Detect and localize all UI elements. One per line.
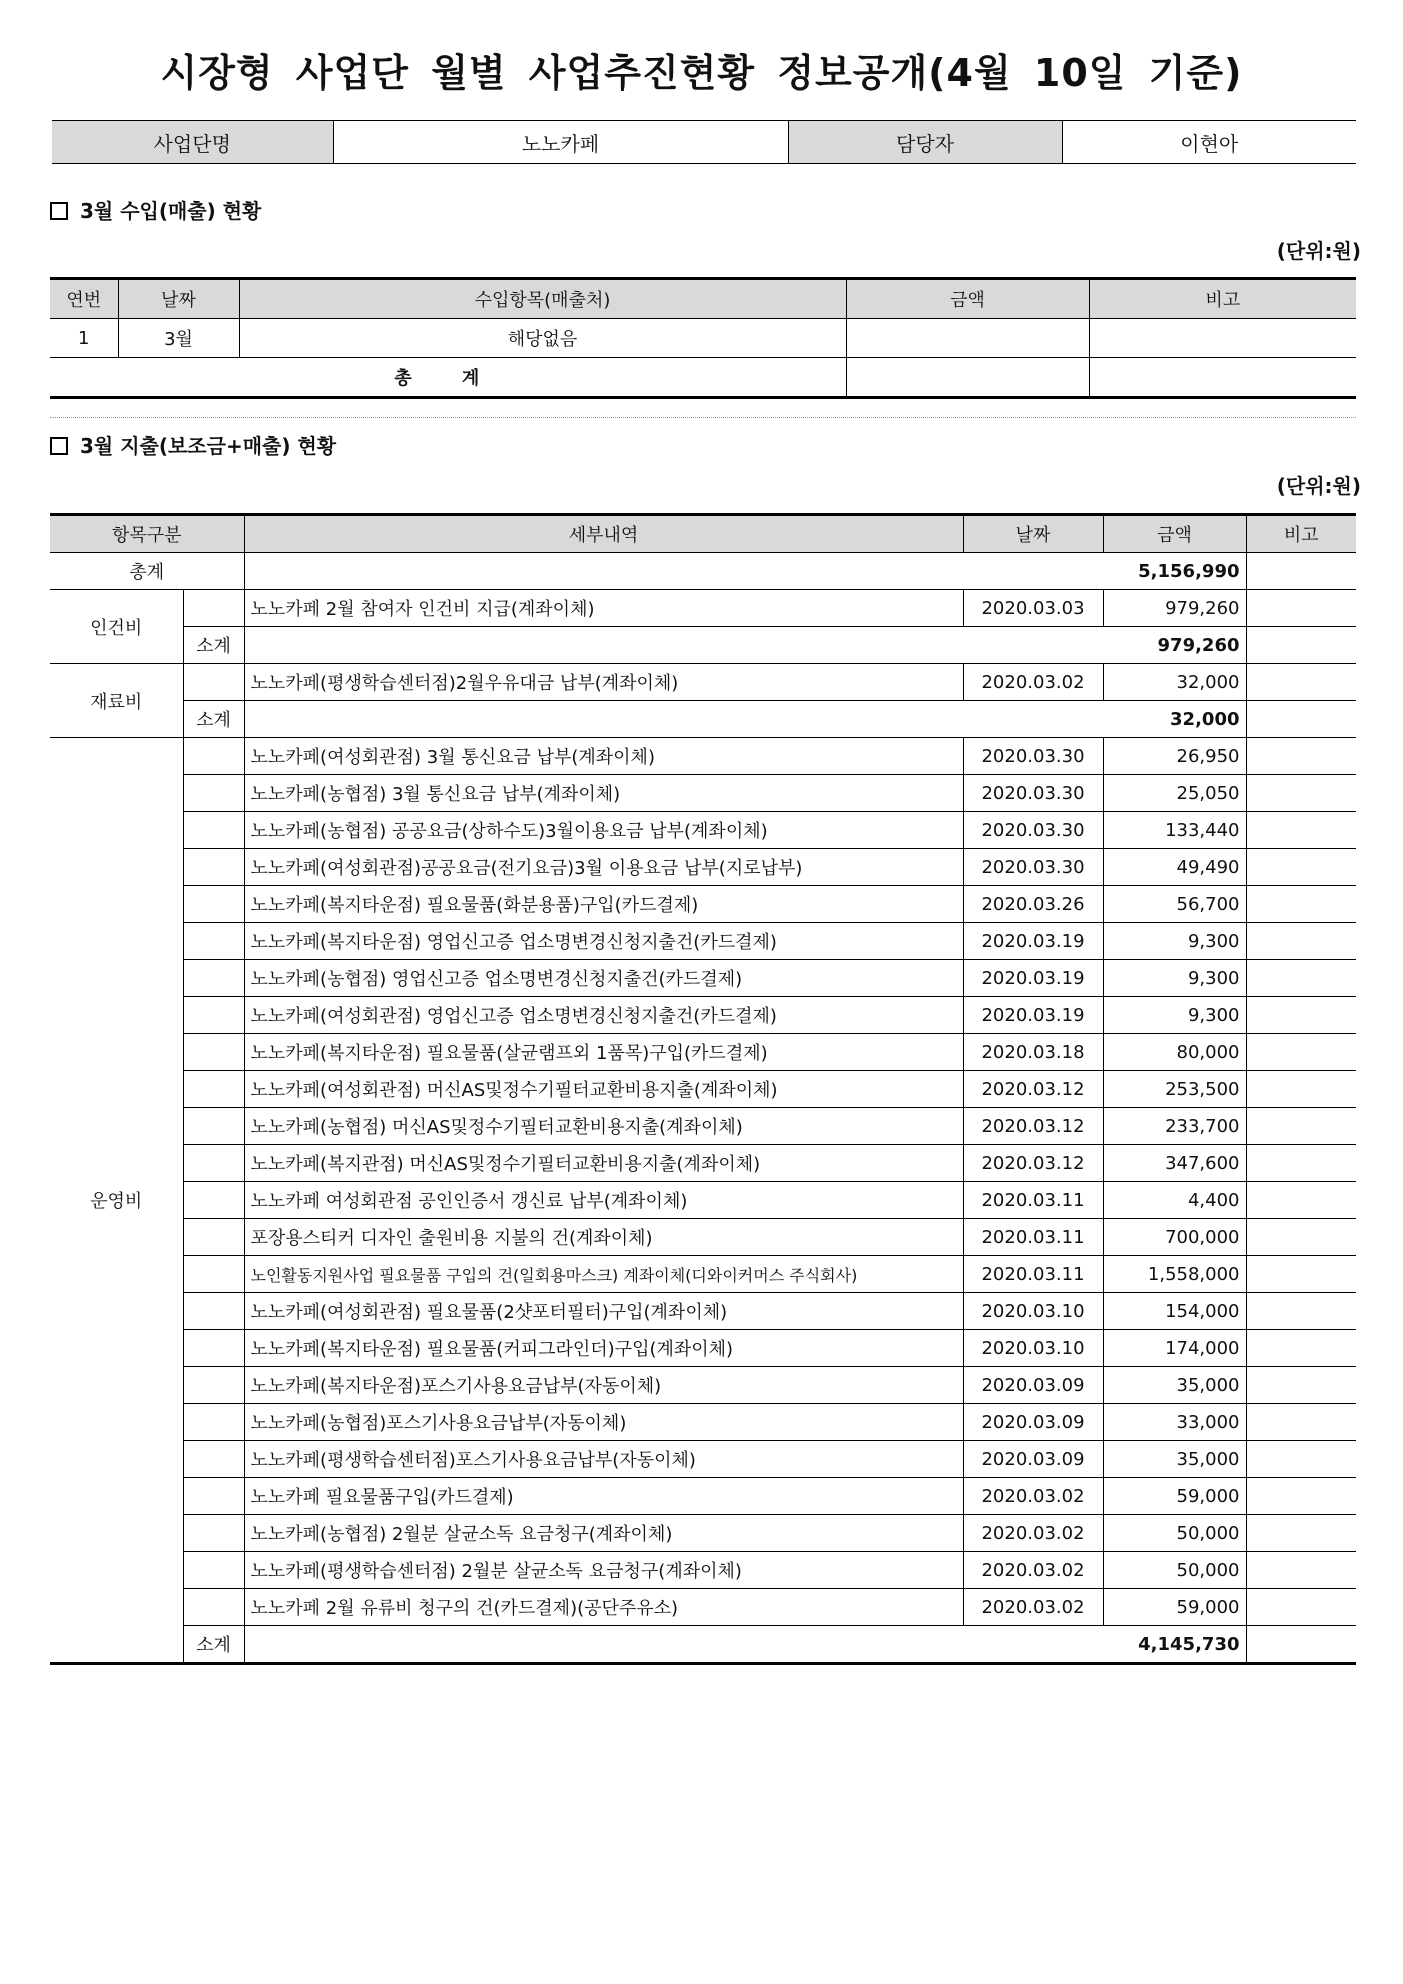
expense-note (1246, 738, 1356, 775)
expense-subcategory-blank (183, 997, 244, 1034)
expense-note (1246, 812, 1356, 849)
expense-amount: 33,000 (1103, 1404, 1246, 1441)
expense-subcategory-blank (183, 1293, 244, 1330)
expense-date: 2020.03.03 (963, 590, 1103, 627)
expense-desc: 노노카페(평생학습센터점)포스기사용요금납부(자동이체) (244, 1441, 963, 1478)
expense-desc: 노노카페(복지관점) 머신AS및정수기필터교환비용지출(계좌이체) (244, 1145, 963, 1182)
income-total-amount (846, 358, 1089, 398)
income-unit: (단위:원) (1276, 239, 1361, 263)
expense-date: 2020.03.09 (963, 1367, 1103, 1404)
expense-desc: 노노카페 필요물품구입(카드결제) (244, 1478, 963, 1515)
expense-subcategory-blank (183, 960, 244, 997)
expense-amount: 26,950 (1103, 738, 1246, 775)
expense-date: 2020.03.09 (963, 1404, 1103, 1441)
expense-amount: 133,440 (1103, 812, 1246, 849)
table-row (50, 1478, 1356, 1515)
expense-note (1246, 1219, 1356, 1256)
expense-desc: 노노카페(복지타운점) 필요물품(화분용품)구입(카드결제) (244, 886, 963, 923)
expense-desc: 노노카페(평생학습센터점)2월우유대금 납부(계좌이체) (244, 664, 963, 701)
expense-subtotal-row (50, 701, 1356, 738)
table-row (50, 738, 1356, 775)
expense-date: 2020.03.19 (963, 960, 1103, 997)
expense-amount: 154,000 (1103, 1293, 1246, 1330)
expense-col-note: 비고 (1246, 515, 1356, 553)
grand-total-label: 총계 (50, 553, 244, 590)
expense-amount: 9,300 (1103, 960, 1246, 997)
table-row (50, 1145, 1356, 1182)
expense-date: 2020.03.30 (963, 738, 1103, 775)
expense-header-row (50, 515, 1356, 553)
expense-subcategory-blank (183, 1589, 244, 1626)
income-header-row (50, 279, 1356, 319)
expense-table (50, 513, 1356, 1665)
expense-desc: 노노카페(농협점) 머신AS및정수기필터교환비용지출(계좌이체) (244, 1108, 963, 1145)
expense-amount: 174,000 (1103, 1330, 1246, 1367)
expense-date: 2020.03.26 (963, 886, 1103, 923)
income-item: 해당없음 (239, 319, 846, 358)
expense-desc: 노노카페(농협점) 공공요금(상하수도)3월이용요금 납부(계좌이체) (244, 812, 963, 849)
table-row (50, 1071, 1356, 1108)
table-row (50, 960, 1356, 997)
expense-amount: 9,300 (1103, 923, 1246, 960)
expense-amount: 25,050 (1103, 775, 1246, 812)
expense-note (1246, 775, 1356, 812)
subtotal-amount: 979,260 (244, 627, 1246, 664)
table-row (50, 1256, 1356, 1293)
income-table (50, 277, 1356, 399)
expense-subcategory-blank (183, 1515, 244, 1552)
expense-heading-text: 3월 지출(보조금+매출) 현황 (80, 434, 337, 458)
expense-note (1246, 1515, 1356, 1552)
expense-note (1246, 590, 1356, 627)
income-col-amount: 금액 (846, 279, 1089, 319)
expense-desc: 노노카페(복지타운점) 필요물품(살균램프외 1품목)구입(카드결제) (244, 1034, 963, 1071)
expense-note (1246, 664, 1356, 701)
expense-note (1246, 997, 1356, 1034)
expense-date: 2020.03.30 (963, 849, 1103, 886)
expense-subcategory-blank (183, 1145, 244, 1182)
checkbox-square-icon (50, 437, 68, 455)
expense-amount: 347,600 (1103, 1145, 1246, 1182)
expense-subcategory-blank (183, 1182, 244, 1219)
grand-total-note (1246, 553, 1356, 590)
expense-amount: 35,000 (1103, 1441, 1246, 1478)
expense-amount: 35,000 (1103, 1367, 1246, 1404)
subtotal-note (1246, 627, 1356, 664)
expense-subcategory-blank (183, 1441, 244, 1478)
subtotal-label: 소계 (183, 1626, 244, 1664)
expense-date: 2020.03.10 (963, 1293, 1103, 1330)
expense-subcategory-blank (183, 849, 244, 886)
expense-note (1246, 1404, 1356, 1441)
expense-desc: 포장용스티커 디자인 출원비용 지불의 건(계좌이체) (244, 1219, 963, 1256)
expense-desc: 노노카페 2월 유류비 청구의 건(카드결제)(공단주유소) (244, 1589, 963, 1626)
expense-subcategory-blank (183, 664, 244, 701)
income-date: 3월 (118, 319, 239, 358)
expense-note (1246, 1071, 1356, 1108)
income-no: 1 (50, 319, 118, 358)
expense-subcategory-blank (183, 1108, 244, 1145)
expense-date: 2020.03.12 (963, 1108, 1103, 1145)
expense-date: 2020.03.02 (963, 1515, 1103, 1552)
income-heading-text: 3월 수입(매출) 현황 (80, 199, 262, 223)
expense-desc: 노노카페(농협점) 3월 통신요금 납부(계좌이체) (244, 775, 963, 812)
expense-grand-total-row (50, 553, 1356, 590)
table-row (50, 1441, 1356, 1478)
subtotal-label: 소계 (183, 627, 244, 664)
expense-amount: 80,000 (1103, 1034, 1246, 1071)
table-row (50, 1552, 1356, 1589)
table-row (50, 1108, 1356, 1145)
expense-desc: 노노카페(평생학습센터점) 2월분 살균소독 요금청구(계좌이체) (244, 1552, 963, 1589)
income-amount (846, 319, 1089, 358)
expense-subtotal-row (50, 1626, 1356, 1664)
table-row (50, 1589, 1356, 1626)
expense-note (1246, 1478, 1356, 1515)
expense-amount: 49,490 (1103, 849, 1246, 886)
expense-note (1246, 1108, 1356, 1145)
expense-date: 2020.03.02 (963, 1478, 1103, 1515)
expense-desc: 노노카페(농협점) 영업신고증 업소명변경신청지출건(카드결제) (244, 960, 963, 997)
expense-amount: 32,000 (1103, 664, 1246, 701)
expense-subcategory-blank (183, 1256, 244, 1293)
expense-desc: 노노카페(여성회관점) 필요물품(2샷포터필터)구입(계좌이체) (244, 1293, 963, 1330)
expense-col-desc: 세부내역 (244, 515, 963, 553)
expense-note (1246, 1589, 1356, 1626)
income-total-label: 총 계 (50, 358, 846, 398)
table-row (50, 1515, 1356, 1552)
expense-date: 2020.03.19 (963, 997, 1103, 1034)
expense-date: 2020.03.11 (963, 1182, 1103, 1219)
expense-subcategory-blank (183, 1404, 244, 1441)
income-note (1089, 319, 1356, 358)
expense-desc: 노인활동지원사업 필요물품 구입의 건(일회용마스크) 계좌이체(디와이커머스 주식회사) (244, 1256, 963, 1293)
expense-desc: 노노카페(여성회관점) 3월 통신요금 납부(계좌이체) (244, 738, 963, 775)
expense-subcategory-blank (183, 812, 244, 849)
table-row (50, 923, 1356, 960)
table-row (50, 590, 1356, 627)
subtotal-amount: 4,145,730 (244, 1626, 1246, 1664)
checkbox-square-icon (50, 202, 68, 220)
expense-date: 2020.03.10 (963, 1330, 1103, 1367)
expense-desc: 노노카페 2월 참여자 인건비 지급(계좌이체) (244, 590, 963, 627)
expense-amount: 253,500 (1103, 1071, 1246, 1108)
expense-subtotal-row (50, 627, 1356, 664)
table-row (50, 1293, 1356, 1330)
expense-subcategory-blank (183, 738, 244, 775)
expense-subcategory-blank (183, 1071, 244, 1108)
expense-col-category: 항목구분 (50, 515, 244, 553)
table-row (50, 1367, 1356, 1404)
income-section-heading (50, 195, 261, 224)
page-title: 시장형 사업단 월별 사업추진현황 정보공개(4월 10일 기준) (160, 51, 1243, 95)
expense-note (1246, 1256, 1356, 1293)
expense-desc: 노노카페(여성회관점) 영업신고증 업소명변경신청지출건(카드결제) (244, 997, 963, 1034)
expense-date: 2020.03.12 (963, 1071, 1103, 1108)
table-row (50, 1219, 1356, 1256)
expense-desc: 노노카페(농협점) 2월분 살균소독 요금청구(계좌이체) (244, 1515, 963, 1552)
expense-subcategory-blank (183, 1330, 244, 1367)
expense-date: 2020.03.30 (963, 775, 1103, 812)
expense-category: 재료비 (50, 664, 183, 738)
expense-note (1246, 960, 1356, 997)
table-row (50, 886, 1356, 923)
subtotal-note (1246, 1626, 1356, 1664)
subtotal-label: 소계 (183, 701, 244, 738)
table-row (50, 319, 1356, 358)
expense-subcategory-blank (183, 1034, 244, 1071)
income-col-note: 비고 (1089, 279, 1356, 319)
expense-note (1246, 886, 1356, 923)
expense-desc: 노노카페(여성회관점) 머신AS및정수기필터교환비용지출(계좌이체) (244, 1071, 963, 1108)
expense-category: 운영비 (50, 738, 183, 1664)
expense-section-heading (50, 430, 336, 459)
expense-date: 2020.03.11 (963, 1219, 1103, 1256)
expense-desc: 노노카페(복지타운점)포스기사용요금납부(자동이체) (244, 1367, 963, 1404)
expense-amount: 700,000 (1103, 1219, 1246, 1256)
expense-amount: 1,558,000 (1103, 1256, 1246, 1293)
business-name-value: 노노카페 (333, 121, 788, 164)
expense-amount: 50,000 (1103, 1552, 1246, 1589)
expense-note (1246, 1330, 1356, 1367)
expense-desc: 노노카페 여성회관점 공인인증서 갱신료 납부(계좌이체) (244, 1182, 963, 1219)
expense-note (1246, 1441, 1356, 1478)
expense-note (1246, 1552, 1356, 1589)
expense-amount: 50,000 (1103, 1515, 1246, 1552)
expense-date: 2020.03.18 (963, 1034, 1103, 1071)
table-row (50, 1182, 1356, 1219)
table-row (50, 1034, 1356, 1071)
expense-date: 2020.03.11 (963, 1256, 1103, 1293)
expense-subcategory-blank (183, 1219, 244, 1256)
business-info-table (52, 120, 1356, 164)
income-col-date: 날짜 (118, 279, 239, 319)
manager-value: 이현아 (1062, 121, 1356, 164)
manager-label: 담당자 (788, 121, 1062, 164)
expense-note (1246, 849, 1356, 886)
expense-amount: 233,700 (1103, 1108, 1246, 1145)
expense-note (1246, 1367, 1356, 1404)
expense-date: 2020.03.30 (963, 812, 1103, 849)
table-row (50, 997, 1356, 1034)
expense-amount: 59,000 (1103, 1589, 1246, 1626)
table-row (50, 1330, 1356, 1367)
expense-col-date: 날짜 (963, 515, 1103, 553)
grand-total-amount: 5,156,990 (244, 553, 1246, 590)
subtotal-amount: 32,000 (244, 701, 1246, 738)
expense-note (1246, 1182, 1356, 1219)
expense-subcategory-blank (183, 590, 244, 627)
income-col-item: 수입항목(매출처) (239, 279, 846, 319)
expense-amount: 59,000 (1103, 1478, 1246, 1515)
expense-date: 2020.03.19 (963, 923, 1103, 960)
expense-note (1246, 1145, 1356, 1182)
expense-amount: 56,700 (1103, 886, 1246, 923)
income-col-no: 연번 (50, 279, 118, 319)
expense-date: 2020.03.09 (963, 1441, 1103, 1478)
expense-subcategory-blank (183, 886, 244, 923)
table-row (50, 812, 1356, 849)
expense-date: 2020.03.02 (963, 1552, 1103, 1589)
expense-note (1246, 923, 1356, 960)
table-row (50, 664, 1356, 701)
expense-amount: 979,260 (1103, 590, 1246, 627)
table-row (50, 775, 1356, 812)
expense-subcategory-blank (183, 1552, 244, 1589)
expense-desc: 노노카페(농협점)포스기사용요금납부(자동이체) (244, 1404, 963, 1441)
expense-desc: 노노카페(여성회관점)공공요금(전기요금)3월 이용요금 납부(지로납부) (244, 849, 963, 886)
subtotal-note (1246, 701, 1356, 738)
expense-amount: 4,400 (1103, 1182, 1246, 1219)
income-total-note (1089, 358, 1356, 398)
expense-desc: 노노카페(복지타운점) 필요물품(커피그라인더)구입(계좌이체) (244, 1330, 963, 1367)
section-divider (50, 417, 1356, 418)
expense-desc: 노노카페(복지타운점) 영업신고증 업소명변경신청지출건(카드결제) (244, 923, 963, 960)
expense-date: 2020.03.02 (963, 1589, 1103, 1626)
table-row (50, 849, 1356, 886)
expense-category: 인건비 (50, 590, 183, 664)
expense-subcategory-blank (183, 1367, 244, 1404)
expense-col-amount: 금액 (1103, 515, 1246, 553)
expense-unit: (단위:원) (1276, 474, 1361, 498)
income-total-row (50, 358, 1356, 398)
expense-subcategory-blank (183, 1478, 244, 1515)
expense-subcategory-blank (183, 923, 244, 960)
expense-date: 2020.03.12 (963, 1145, 1103, 1182)
business-name-label: 사업단명 (52, 121, 333, 164)
expense-amount: 9,300 (1103, 997, 1246, 1034)
expense-note (1246, 1293, 1356, 1330)
expense-date: 2020.03.02 (963, 664, 1103, 701)
expense-note (1246, 1034, 1356, 1071)
table-row (50, 1404, 1356, 1441)
expense-subcategory-blank (183, 775, 244, 812)
